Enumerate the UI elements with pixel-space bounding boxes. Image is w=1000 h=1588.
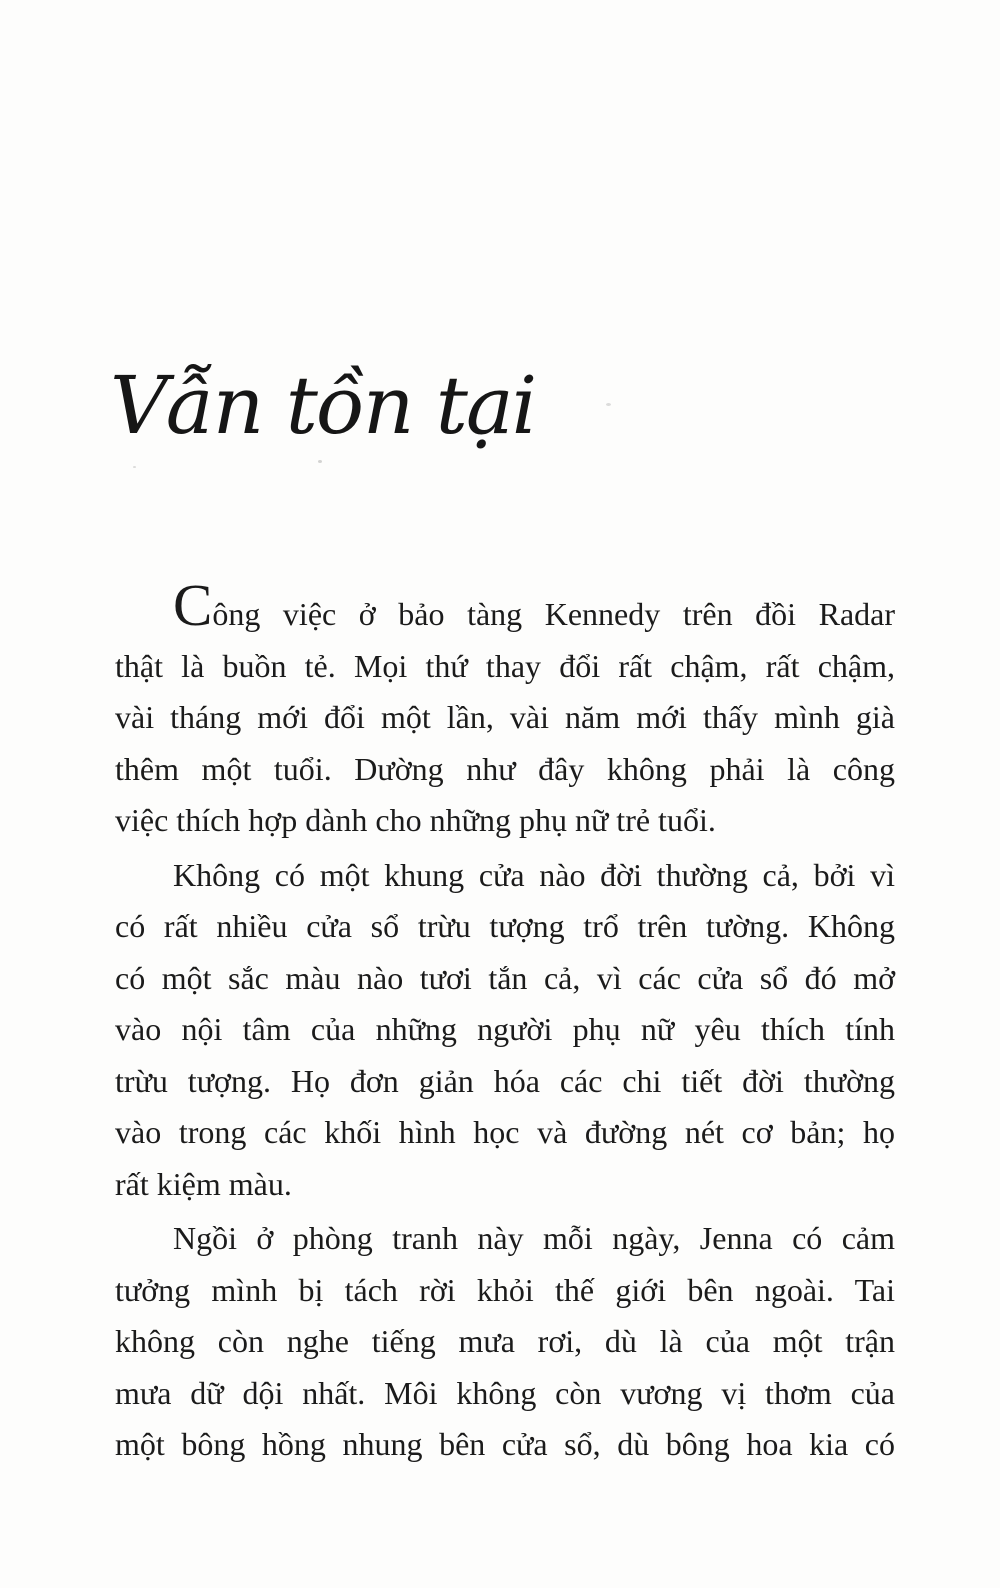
chapter-title: Vẫn tồn tại [110,359,536,452]
paragraph [115,850,895,1211]
text-line: tưởng mình bị tách rời khỏi thế giới bên ngoài. Tai [115,1271,895,1308]
text-line: Không có một khung cửa nào đời thường cả, bởi vì [173,856,895,893]
text-line: có rất nhiều cửa sổ trừu tượng trổ trên tường. Không [115,908,895,944]
body-text [115,572,895,1474]
paragraph [115,572,895,847]
text-line: một bông hồng nhung bên cửa sổ, dù bông hoa kia có [115,1426,895,1462]
text-line: mưa dữ dội nhất. Môi không còn vương vị thơm của [115,1374,895,1411]
text-line: vào nội tâm của những người phụ nữ yêu thích tính [115,1011,895,1047]
text-line: rất kiệm màu. [115,1165,292,1202]
text-line: vài tháng mới đổi một lần, vài năm mới thấy mình già [115,699,895,735]
text-line: trừu tượng. Họ đơn giản hóa các chi tiết đời thường [115,1062,895,1099]
text-line: có một sắc màu nào tươi tắn cả, vì các cửa sổ đó mở [115,959,895,996]
paragraph [115,1213,895,1471]
text-line: thật là buồn tẻ. Mọi thứ thay đổi rất chậm, rất chậm, [115,647,895,684]
scan-speck [133,466,136,468]
text-line: vào trong các khối hình học và đường nét cơ bản; họ [115,1114,895,1150]
text-line: việc thích hợp dành cho những phụ nữ trẻ tuổi. [115,802,716,838]
text-line: thêm một tuổi. Dường như đây không phải là công [115,750,895,787]
text-line [115,572,895,641]
text-line: không còn nghe tiếng mưa rơi, dù là của một trận [115,1323,895,1359]
text-line: Ngồi ở phòng tranh này mỗi ngày, Jenna có cảm [173,1220,895,1256]
scan-speck [318,460,322,463]
text-line-content: ông việc ở bảo tàng Kennedy trên đồi Radar [212,596,895,632]
drop-cap: C [173,572,213,638]
scan-speck [606,403,611,406]
